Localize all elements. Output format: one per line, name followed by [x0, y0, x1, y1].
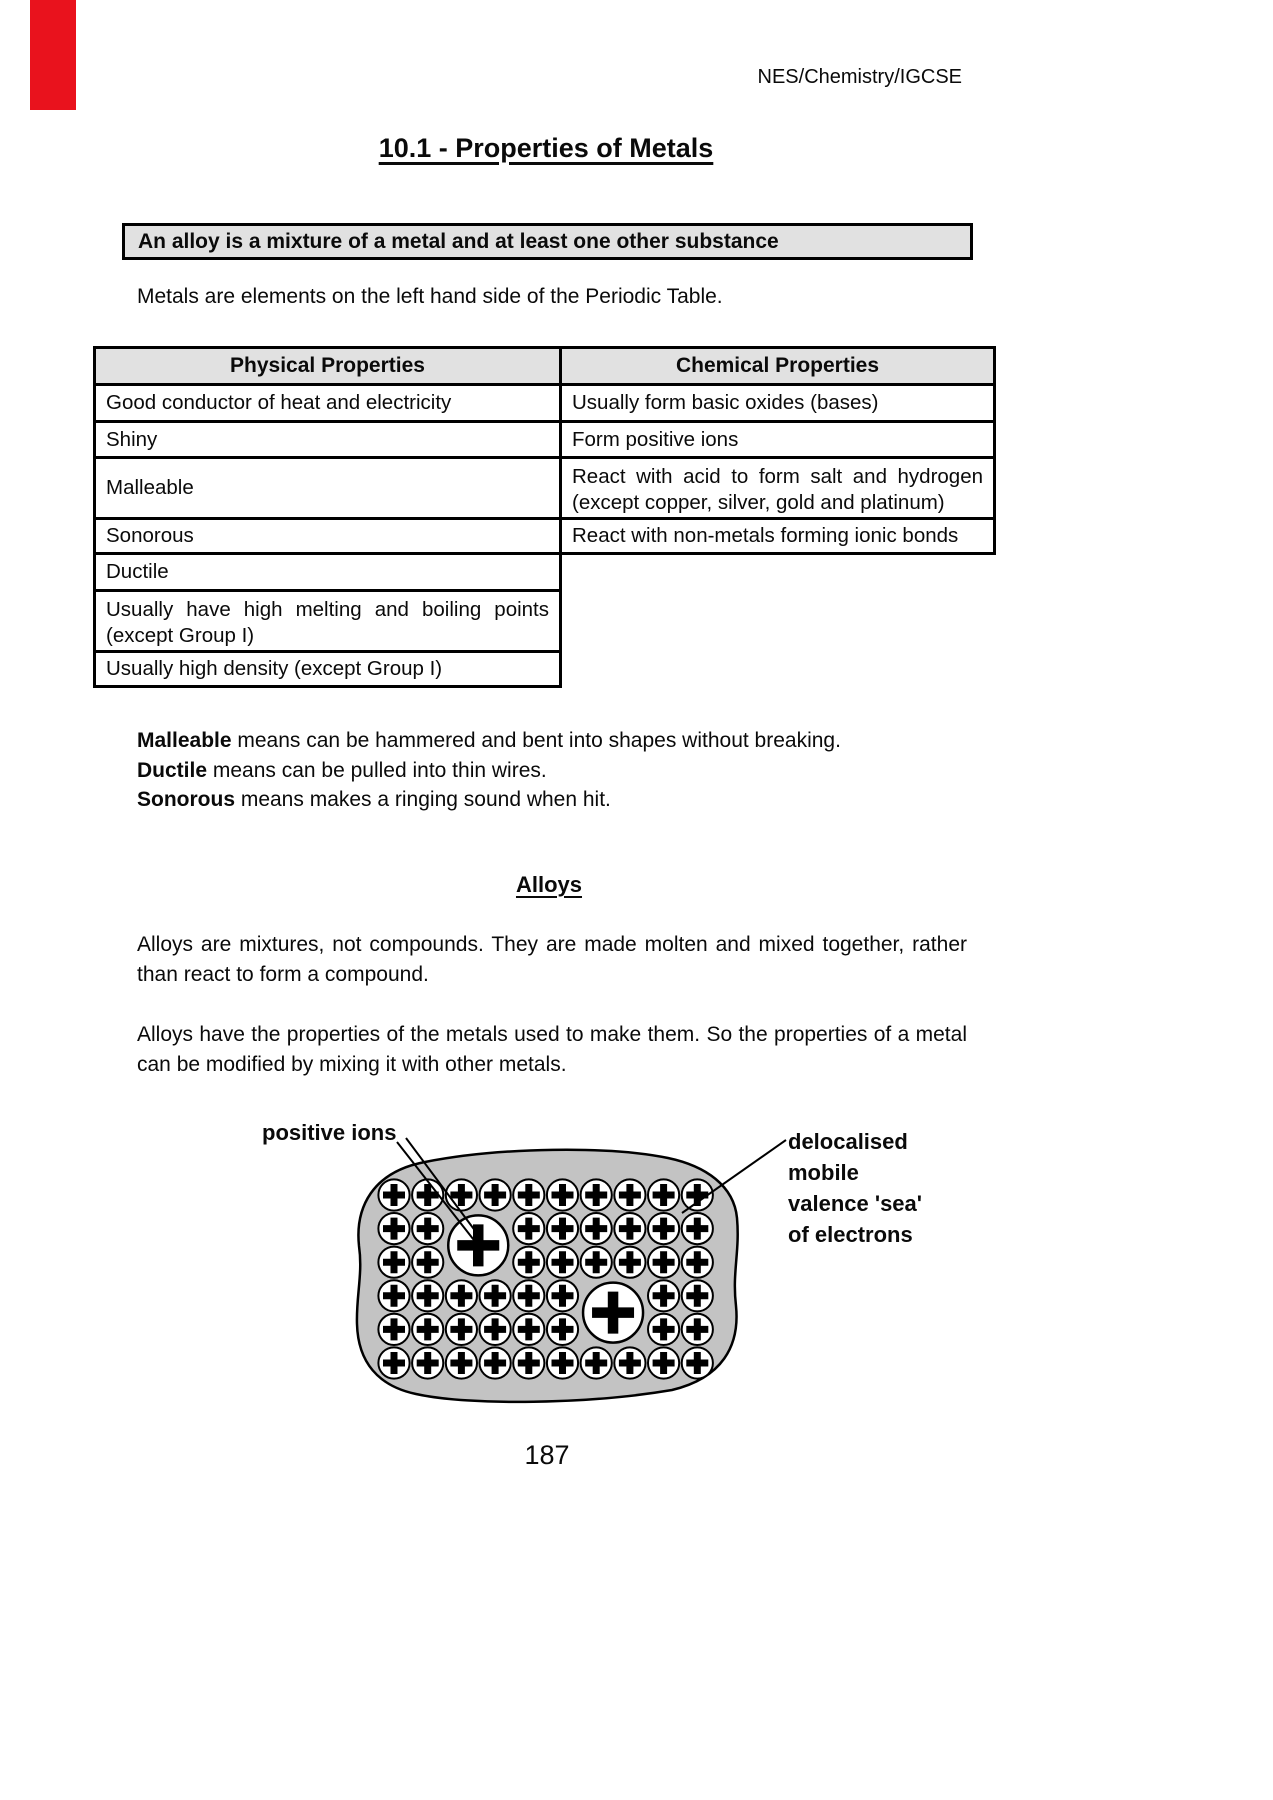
intro-sentence: Metals are elements on the left hand side of the Periodic Table. [137, 285, 723, 308]
page-title: 10.1 - Properties of Metals [378, 133, 714, 163]
table-cell: Usually high density (except Group I) [93, 650, 562, 688]
metallic-bonding-diagram [0, 1100, 1273, 1430]
definition-line [137, 726, 841, 756]
definitions-block [137, 726, 841, 815]
definition-term: Ductile [137, 758, 208, 782]
table-cell: Sonorous [93, 517, 562, 555]
definition-line [137, 785, 841, 815]
column-header-chemical: Chemical Properties [559, 346, 996, 386]
document-reference: NES/Chemistry/IGCSE [757, 66, 962, 88]
table-cell: Shiny [93, 420, 562, 459]
key-fact-text: An alloy is a mixture of a metal and at least one other substance [138, 229, 779, 253]
table-cell: Usually form basic oxides (bases) [559, 383, 996, 423]
table-cell: Usually have high melting and boiling points (except Group I) [93, 589, 562, 653]
column-header-physical: Physical Properties [93, 346, 562, 386]
label-line: mobile [788, 1160, 859, 1185]
physical-properties-column [93, 346, 562, 688]
key-fact-box [122, 223, 973, 260]
label-line: delocalised [788, 1129, 908, 1154]
definition-term: Malleable [137, 729, 232, 752]
label-line: valence 'sea' [788, 1191, 923, 1216]
definition-line [137, 756, 841, 786]
alloys-paragraph-1: Alloys are mixtures, not compounds. They are made molten and mixed together, rather than react to form a compound. [137, 933, 967, 986]
table-cell: Malleable [93, 456, 562, 520]
table-cell: React with acid to form salt and hydrogen (except copper, silver, gold and platinum) [559, 456, 996, 520]
label-positive-ions: positive ions [262, 1120, 397, 1145]
page-number: 187 [524, 1440, 570, 1470]
chemical-properties-column [559, 346, 996, 688]
label-electron-sea [788, 1126, 922, 1250]
definition-term: Sonorous [137, 788, 235, 811]
table-cell: Form positive ions [559, 420, 996, 459]
table-cell: Ductile [93, 552, 562, 592]
label-line: of electrons [788, 1222, 913, 1247]
definition-text: means makes a ringing sound when hit. [235, 788, 611, 811]
definition-text: means can be pulled into thin wires. [207, 758, 547, 782]
alloys-section-heading: Alloys [515, 872, 583, 897]
red-margin-mark [30, 0, 76, 110]
properties-table [93, 346, 996, 688]
definition-text: means can be hammered and bent into shapes without breaking. [231, 729, 841, 752]
table-cell: Good conductor of heat and electricity [93, 383, 562, 423]
table-cell: React with non-metals forming ionic bonds [559, 517, 996, 555]
alloys-paragraph-2: Alloys have the properties of the metals used to make them. So the properties of a metal can be modified by mixing it with other metals. [137, 1023, 967, 1076]
